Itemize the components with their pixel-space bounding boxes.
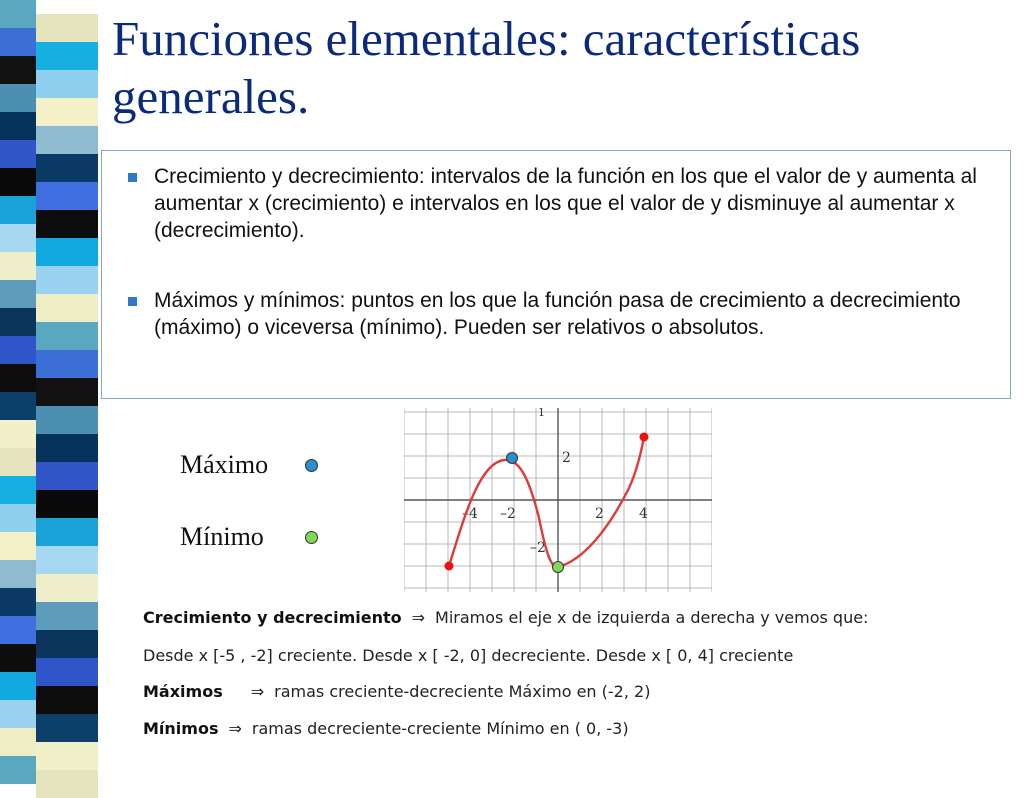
bullet-square-icon: [128, 297, 137, 306]
tick-y-2: 2: [562, 450, 571, 466]
stripe-block: [0, 476, 36, 504]
stripe-block: [36, 126, 98, 154]
stripe-block: [0, 56, 36, 84]
stripe-block: [0, 588, 36, 616]
stripe-block: [36, 98, 98, 126]
note-line-3: [143, 682, 650, 701]
note-line-4-text: ramas decreciente-creciente Mínimo en ( 0, -3): [251, 719, 629, 738]
tick-x-neg2: –2: [500, 506, 516, 522]
stripe-block: [36, 742, 98, 770]
stripe-block: [36, 714, 98, 742]
minimo-point: [553, 562, 564, 573]
note-line-1-bold: Crecimiento y decrecimiento: [143, 608, 402, 627]
stripe-block: [0, 336, 36, 364]
stripe-block: [0, 196, 36, 224]
stripe-block: [0, 252, 36, 280]
stripe-block: [0, 0, 36, 28]
stripe-block: [36, 70, 98, 98]
note-line-3-text: ramas creciente-decreciente Máximo en (-2, 2): [274, 682, 651, 701]
stripe-block: [36, 770, 98, 798]
stripe-block: [36, 686, 98, 714]
stripe-block: [36, 462, 98, 490]
tick-x-4: 4: [639, 506, 648, 522]
stripe-block: [0, 504, 36, 532]
bullet-text: Máximos y mínimos: puntos en los que la función pasa de crecimiento a decrecimiento (máximo) o viceversa (mínimo). Pueden ser relativos o absolutos.: [154, 289, 961, 339]
stripe-block: [0, 280, 36, 308]
stripe-block: [36, 42, 98, 70]
note-line-1-text: Miramos el eje x de izquierda a derecha y vemos que:: [435, 608, 869, 627]
stripe-block: [36, 406, 98, 434]
maximo-point: [507, 453, 518, 464]
stripe-block: [36, 350, 98, 378]
bullet-growth: [116, 163, 992, 244]
legend-maximo-label: Máximo: [180, 450, 269, 479]
stripe-block: [36, 294, 98, 322]
stripe-block: [0, 560, 36, 588]
stripe-block: [36, 322, 98, 350]
stripe-block: [0, 112, 36, 140]
stripe-block: [0, 84, 36, 112]
decorative-stripe: [0, 0, 100, 768]
stripe-block: [0, 168, 36, 196]
stripe-block: [0, 392, 36, 420]
stripe-block: [36, 546, 98, 574]
stripe-block: [0, 448, 36, 476]
stripe-block: [0, 756, 36, 784]
stripe-block: [36, 602, 98, 630]
implies-icon: ⇒: [250, 682, 265, 701]
endpoint-right-point: [640, 433, 649, 442]
tick-x-neg4: –4: [462, 506, 478, 522]
note-line-4: [143, 719, 629, 738]
stripe-block: [36, 182, 98, 210]
implies-icon: ⇒: [228, 719, 242, 738]
minimo-dot-icon: [305, 531, 318, 544]
note-line-1: [143, 608, 868, 627]
stripe-block: [36, 490, 98, 518]
note-line-4-bold: Mínimos: [143, 719, 219, 738]
stripe-block: [36, 658, 98, 686]
stripe-block: [0, 224, 36, 252]
stripe-block: [36, 518, 98, 546]
stripe-block: [0, 308, 36, 336]
bullet-extrema: [116, 287, 992, 341]
bullet-square-icon: [128, 173, 137, 182]
stripe-block: [36, 378, 98, 406]
maximo-dot-icon: [305, 459, 318, 472]
stripe-block: [0, 616, 36, 644]
stripe-block: [36, 266, 98, 294]
stripe-block: [0, 420, 36, 448]
note-line-3-bold: Máximos: [143, 682, 223, 701]
endpoint-left-point: [445, 562, 454, 571]
slide-title: Funciones elementales: características generales.: [112, 11, 861, 124]
stripe-block: [36, 574, 98, 602]
stripe-block: [36, 630, 98, 658]
stripe-block: [36, 14, 98, 42]
stripe-block: [0, 728, 36, 756]
stripe-block: [0, 532, 36, 560]
stripe-block: [36, 238, 98, 266]
stripe-block: [0, 672, 36, 700]
stripe-block: [0, 644, 36, 672]
stripe-block: [36, 154, 98, 182]
function-graph: [404, 408, 712, 592]
stripe-block: [36, 210, 98, 238]
legend-minimo-label: Mínimo: [180, 522, 264, 551]
note-line-2: Desde x [-5 , -2] creciente. Desde x [ -2, 0] decreciente. Desde x [ 0, 4] creciente: [143, 646, 794, 665]
stripe-block: [0, 28, 36, 56]
y-axis-top-label: 1: [538, 408, 545, 419]
stripe-block: [0, 140, 36, 168]
function-curve: [449, 437, 644, 567]
bullet-box: [101, 150, 1011, 399]
tick-y-neg2: –2: [530, 540, 546, 556]
stripe-block: [0, 700, 36, 728]
stripe-block: [36, 434, 98, 462]
tick-x-2: 2: [595, 506, 604, 522]
stripe-block: [0, 364, 36, 392]
implies-icon: ⇒: [411, 608, 426, 627]
bullet-text: Crecimiento y decrecimiento: intervalos de la función en los que el valor de y aumenta al aumentar x (crecimiento) e intervalos en los que el valor de y disminuye al aumentar x (decrecimiento).: [154, 165, 977, 242]
